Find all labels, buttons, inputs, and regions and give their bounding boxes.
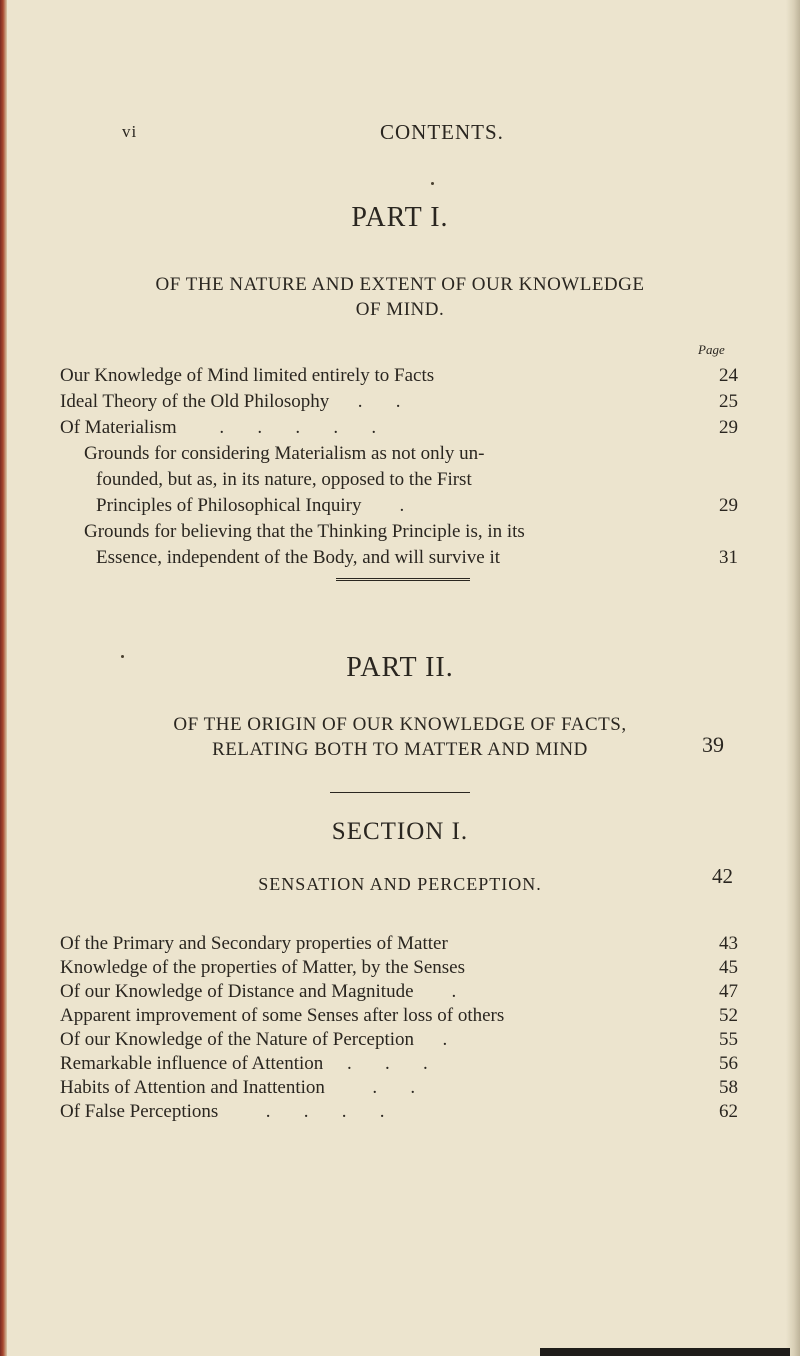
toc-entry-text: Knowledge of the properties of Matter, by the Senses bbox=[60, 957, 465, 978]
part2-page-number: 39 bbox=[702, 732, 724, 757]
toc-entry-text: Of our Knowledge of the Nature of Perception . bbox=[60, 1029, 448, 1050]
toc-entry bbox=[60, 363, 760, 389]
section1-subject: SENSATION AND PERCEPTION. bbox=[258, 874, 542, 894]
section1-page-number: 42 bbox=[712, 864, 733, 888]
section1-contents-list bbox=[60, 932, 760, 1124]
print-speck bbox=[431, 182, 434, 185]
toc-entry-text: Of our Knowledge of Distance and Magnitude . bbox=[60, 981, 457, 1002]
part1-subject-line1: OF THE NATURE AND EXTENT OF OUR KNOWLEDGE bbox=[155, 274, 645, 295]
toc-entry-text: Of Materialism . . . . . bbox=[60, 417, 377, 438]
toc-entry bbox=[60, 389, 760, 415]
toc-entry-text: founded, but as, in its nature, opposed to the First bbox=[96, 469, 472, 490]
toc-entry bbox=[60, 932, 760, 956]
toc-entry-subline bbox=[60, 467, 760, 493]
toc-entry-page: 25 bbox=[719, 391, 738, 412]
section1-title: SECTION I. bbox=[331, 818, 469, 845]
toc-entry-page: 31 bbox=[719, 547, 738, 568]
toc-entry-page: 56 bbox=[719, 1053, 738, 1074]
toc-entry bbox=[60, 1004, 760, 1028]
print-speck bbox=[121, 655, 124, 658]
toc-entry-page: 24 bbox=[719, 365, 738, 386]
toc-entry-page: 47 bbox=[719, 981, 738, 1002]
toc-entry bbox=[60, 1028, 760, 1052]
page-edge-right bbox=[786, 0, 800, 1356]
toc-entry bbox=[60, 980, 760, 1004]
folio-number: vi bbox=[122, 122, 138, 141]
toc-entry-text: Remarkable influence of Attention . . . bbox=[60, 1053, 428, 1074]
page-column-label: Page bbox=[698, 342, 725, 357]
toc-entry-text: Of the Primary and Secondary properties of Matter bbox=[60, 933, 448, 954]
toc-entry-page: 55 bbox=[719, 1029, 738, 1050]
toc-entry-page: 45 bbox=[719, 957, 738, 978]
part2-subject-line2: RELATING BOTH TO MATTER AND MIND bbox=[212, 739, 588, 760]
toc-entry-text: Grounds for believing that the Thinking Principle is, in its bbox=[84, 521, 525, 542]
toc-entry bbox=[60, 956, 760, 980]
double-rule-divider bbox=[336, 578, 470, 584]
single-rule-divider bbox=[330, 792, 470, 793]
toc-entry-text: Essence, independent of the Body, and will survive it bbox=[96, 547, 501, 568]
part2-subject bbox=[60, 712, 740, 762]
part1-subject bbox=[60, 272, 740, 322]
toc-entry-text: Apparent improvement of some Senses after loss of others bbox=[60, 1005, 505, 1026]
toc-entry-subline bbox=[60, 519, 760, 545]
page-edge-bottom bbox=[540, 1348, 790, 1356]
toc-entry bbox=[60, 1052, 760, 1076]
toc-entry bbox=[60, 545, 760, 571]
toc-entry bbox=[60, 493, 760, 519]
toc-entry-page: 43 bbox=[719, 933, 738, 954]
toc-entry-text: Of False Perceptions . . . . bbox=[60, 1101, 385, 1122]
toc-entry-text: Our Knowledge of Mind limited entirely to Facts bbox=[60, 365, 435, 386]
toc-entry-page: 52 bbox=[719, 1005, 738, 1026]
page-edge-left bbox=[0, 0, 7, 1356]
toc-entry bbox=[60, 1076, 760, 1100]
toc-entry-text: Ideal Theory of the Old Philosophy . . bbox=[60, 391, 401, 412]
part2-title: PART II. bbox=[346, 652, 454, 683]
toc-entry-page: 29 bbox=[719, 417, 738, 438]
toc-entry-subline bbox=[60, 441, 760, 467]
part1-subject-line2: OF MIND. bbox=[355, 299, 445, 320]
toc-entry-page: 29 bbox=[719, 495, 738, 516]
part1-contents-list bbox=[60, 363, 760, 571]
part2-subject-line1: OF THE ORIGIN OF OUR KNOWLEDGE OF FACTS, bbox=[173, 714, 627, 735]
toc-entry-page: 58 bbox=[719, 1077, 738, 1098]
toc-entry-page: 62 bbox=[719, 1101, 738, 1122]
toc-entry bbox=[60, 415, 760, 441]
toc-entry-text: Habits of Attention and Inattention . . bbox=[60, 1077, 416, 1098]
toc-entry bbox=[60, 1100, 760, 1124]
toc-entry-text: Principles of Philosophical Inquiry . bbox=[96, 495, 405, 516]
toc-entry-text: Grounds for considering Materialism as not only un- bbox=[84, 443, 485, 464]
running-head-title: CONTENTS. bbox=[380, 120, 504, 144]
part1-title: PART I. bbox=[351, 202, 449, 233]
